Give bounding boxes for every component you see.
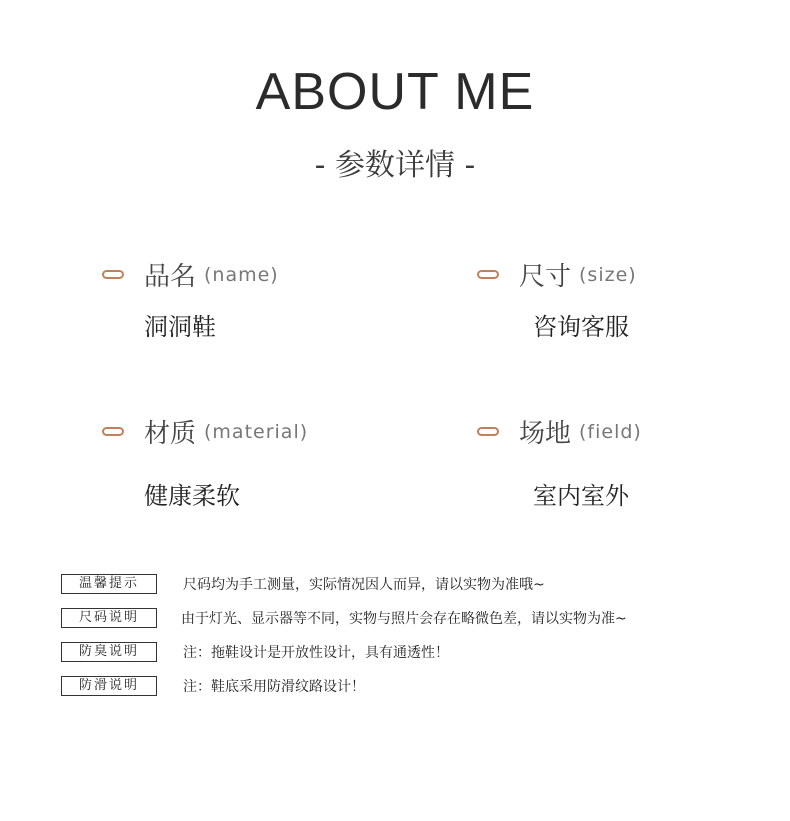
notes-list [61,567,627,703]
param-label: 材质 [144,419,197,449]
note-text: 注：鞋底采用防滑纹路设计！ [183,679,365,695]
param-label-en: (material) [204,420,309,443]
note-text: 注：拖鞋设计是开放性设计，具有通透性！ [183,645,449,661]
param-value: 室内室外 [533,482,629,510]
param-field [477,413,642,511]
param-label: 场地 [519,419,572,449]
pill-icon [102,270,124,279]
note-item [61,601,627,635]
note-item [61,635,627,669]
note-tag: 尺码说明 [61,608,157,628]
page-subtitle: - 参数详情 - [314,148,476,183]
param-value: 咨询客服 [533,313,629,341]
note-tag: 防滑说明 [61,676,157,696]
note-item [61,669,627,703]
pill-icon [477,427,499,436]
param-label-en: (size) [579,263,637,286]
param-label: 品名 [144,262,197,292]
param-label-en: (name) [204,263,279,286]
param-label: 尺寸 [519,262,572,292]
param-name [102,256,279,342]
note-text: 尺码均为手工测量，实际情况因人而异，请以实物为准哦~ [183,577,545,593]
note-tag: 温馨提示 [61,574,157,594]
param-label-en: (field) [579,420,642,443]
pill-icon [102,427,124,436]
note-text: 由于灯光、显示器等不同，实物与照片会存在略微色差，请以实物为准~ [181,611,627,627]
page-title: ABOUT ME [255,63,535,121]
note-tag: 防臭说明 [61,642,157,662]
note-item [61,567,627,601]
param-material [102,413,308,511]
param-value: 洞洞鞋 [144,313,216,341]
param-value: 健康柔软 [144,482,240,510]
pill-icon [477,270,499,279]
param-size [477,256,637,342]
